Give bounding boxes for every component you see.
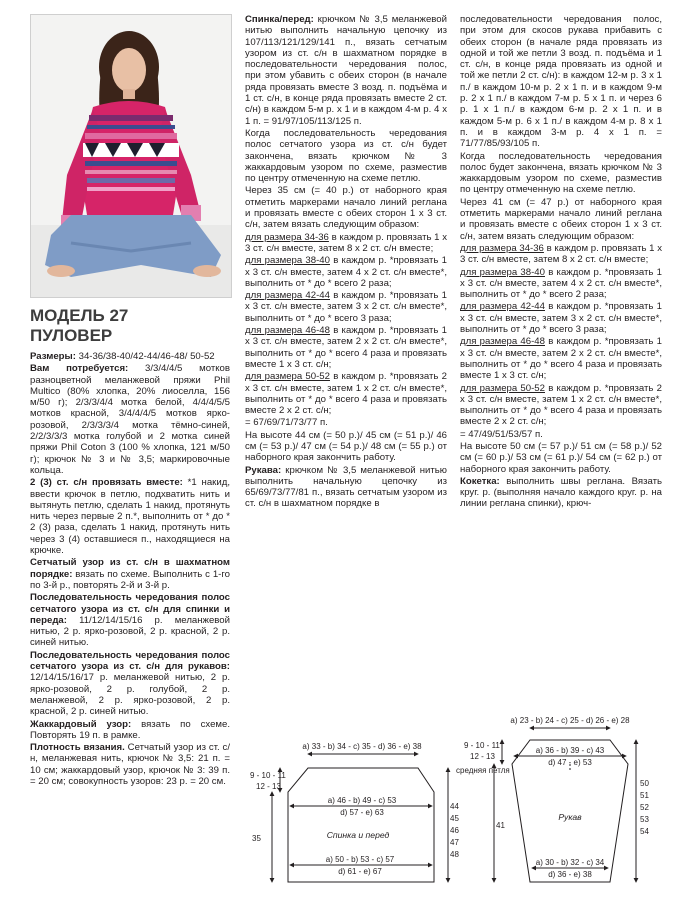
back-right-4: 48 — [450, 850, 459, 859]
column-1 — [30, 306, 230, 788]
sleeve-inner-top-a: a) 36 - b) 39 - c) 43 — [535, 746, 605, 755]
back-right-1: 45 — [450, 814, 459, 823]
gauge-paragraph: Плотность вязания. Сетчатый узор из ст. с/н, меланжевая нить, крючок № 3,5: 21 п. = 10 см; жаккардовый узор, крючок № 3: 39 п. = 20 см; совокупность узоров: 23 р. = 20 см. — [30, 742, 230, 787]
back-front-p2: Когда последовательность чередования полос сетчатого узора из ст. с/н будет закончена, вязать крючком № 3 жаккардовым узором по схеме, разместив по центру отмеченную на схеме петлю. — [245, 127, 447, 185]
size-instruction: для размера 34-36 в каждом р. провязать 1 х 3 ст. с/н вместе, затем 8 х 2 ст. с/н вместе; — [245, 231, 447, 254]
back-height-label: 35 — [252, 834, 261, 843]
column-2 — [245, 14, 447, 511]
model-photo-illustration — [31, 15, 231, 297]
sleeve-p2: Когда последовательность чередования полос будет закончена, вязать крючком № 3 жаккардовым узором по схеме, разместив по центру отмеченную на схеме петлю. — [460, 150, 662, 196]
size-instruction: для размера 38-40 в каждом р. *провязать 1 х 3 ст. с/н вместе, затем 4 х 2 ст. с/н вместе*, выполнить от * до * всего 2 раза; — [245, 255, 448, 289]
sleeve-inner-bottom-d: d) 36 - e) 38 — [548, 870, 592, 879]
size-instruction: для размера 46-48 в каждом р. *провязать 1 х 3 ст. с/н вместе, затем 2 х 2 ст. с/н вместе*, выполнить от * до * всего 4 раза и провязать вместе 1 х 3 ст. с/н; — [245, 325, 448, 370]
materials-paragraph: Вам потребуется: 3/3/4/4/5 мотков разноцветной меланжевой пряжи Phil Multico (80% хлопка, 20% лиоселла, 156 м/50 г); 2/3/3/4/4 мотка белой, 4/4/4/5/5 мотков красной, 3/4/4/4/5 мотков ярко-розовой, 2/3/3/3/4 мотка тёмно-синей, 2/2/3/3/3 мотка голубой и 2 мотка синей пряжи Phil Coton 3 (100 % хлопка, 121 м/50 г); крючок № 3 и № 3,5; маркировочные кольца. — [30, 363, 230, 476]
jacquard-paragraph: Жаккардовый узор: вязать по схеме. Повторять 19 п. в рамке. — [30, 718, 230, 741]
sleeve-p5: На высоте 50 см (= 57 р.)/ 51 см (= 58 р.)/ 52 см (= 60 р.)/ 53 см (= 61 р.)/ 54 см (= 62 р.) от наборного края закончить работу. — [460, 440, 662, 475]
sleeve-right-2: 52 — [640, 803, 649, 812]
sleeve-right-4: 54 — [640, 827, 649, 836]
sleeve-intro: Рукава: крючком № 3,5 меланжевой нитью выполнить начальную цепочку из 65/69/73/77/81 п., вязать сетчатым узором из ст. с/н в шахматном порядке в — [245, 464, 447, 510]
sleeve-side-label-2: 12 - 13 — [470, 752, 495, 761]
model-title: МОДЕЛЬ 27 — [30, 306, 129, 325]
size-instruction: для размера 42-44 в каждом р. *провязать 1 х 3 ст. с/н вместе, затем 3 х 2 ст. с/н вместе*, выполнить от * до * всего 3 раза; — [460, 301, 663, 336]
size-instruction: для размера 50-52 в каждом р. *провязать 2 х 3 ст. с/н вместе, затем 1 х 2 ст. с/н вместе*, выполнить от * до * всего 4 раза и провязать вместе 2 х 2 ст. с/н; — [245, 371, 448, 417]
sleeve-p3: Через 41 см (= 47 р.) от наборного края отметить маркерами начало линий реглана и провязать вместе с обеих сторон 1 х 3 ст. с/н, затем вязать следующим образом: — [460, 196, 662, 242]
sizes-paragraph: Размеры: 34-36/38-40/42-44/46-48/ 50-52 — [30, 351, 215, 362]
sleeve-mid-label: средняя петля — [456, 766, 510, 775]
size-instruction: для размера 50-52 в каждом р. *провязать 2 х 3 ст. с/н вместе, затем 1 х 2 ст. с/н вместе*, выполнить от * до * всего 4 раза и провязать вместе 2 х 2 ст. с/н; — [460, 382, 663, 428]
size-instruction: для размера 46-48 в каждом р. *провязать 1 х 3 ст. с/н вместе, затем 2 х 2 ст. с/н вместе*, выполнить от * до * всего 4 раза и провязать вместе 1 х 3 ст. с/н; — [460, 336, 663, 382]
sleeve-p4: = 47/49/51/53/57 п. — [460, 428, 543, 440]
sleeve-height-label: 41 — [496, 821, 505, 830]
back-side-label-1: 9 - 10 - 11 — [250, 771, 286, 780]
back-front-p3: Через 35 см (= 40 р.) от наборного края отметить маркерами начало линий реглана и провязать вместе с обеих сторон 1 х 3 ст. с/н, затем вязать следующим образом: — [245, 185, 447, 231]
back-right-0: 44 — [450, 802, 459, 811]
sleeve-side-label-1: 9 - 10 - 11 — [464, 741, 500, 750]
back-inner-top-a: a) 46 - b) 49 - c) 53 — [327, 796, 397, 805]
stripes-sleeve-paragraph: Последовательность чередования полос сетчатого узора из ст. с/н для рукавов: 12/14/15/16/17 р. меланжевой нитью, 2 р. ярко-розовой, 2 р. голубой, 2 р. меланжевой, 2 р. ярко-розовой, 2 р. красной, 2 р. синей нитью. — [30, 649, 230, 718]
mesh-pattern-paragraph: Сетчатый узор из ст. с/н в шахматном порядке: вязать по схеме. Выполнить с 1-го по 3-й р., повторять 2-й и 3-й р. — [30, 557, 230, 591]
sleeve-inner-bottom-a: a) 30 - b) 32 - c) 34 — [535, 858, 605, 867]
back-front-intro: Спинка/перед: крючком № 3,5 меланжевой нитью выполнить начальную цепочку из 107/113/121/129/141 п., вязать сетчатым узором из ст. с/н в шахматном порядке в последовательности чередования полос, при этом убавить с обеих сторон (в начале ряда провязать вместе 3 возд. п. подъёма и 1 ст. с/н, в конце ряда провязать вместе 2 ст. с/н) в каждом 5-м р. х 1 и в каждом 4-м р. 4 х 1 п. = 91/97/105/113/125 п. — [245, 14, 447, 127]
sleeve-right-0: 50 — [640, 779, 649, 788]
stitch-def-paragraph: 2 (3) ст. с/н провязать вместе: *1 накид, ввести крючок в петлю, подхватить нить и вытянуть петлю, сделать 1 накид, протянуть нить через первые 2 п.*, выполнить от * до * 2 (3) раза, сделать 1 накид, протянуть нить через 3 (4) оставшиеся п., находящиеся на крючке. — [30, 477, 230, 557]
back-piece-name: Спинка и перед — [326, 830, 390, 840]
sleeve-inner-top-d: d) 47 - e) 53 — [548, 758, 592, 767]
size-instruction: для размера 38-40 в каждом р. *провязать 1 х 3 ст. с/н вместе, затем 4 х 2 ст. с/н вместе*, выполнить от * до * всего 2 раза; — [460, 266, 663, 301]
size-instruction: для размера 42-44 в каждом р. *провязать 1 х 3 ст. с/н вместе, затем 3 х 2 ст. с/н вместе*, выполнить от * до * всего 3 раза; — [245, 290, 448, 324]
size-instruction: для размера 34-36 в каждом р. провязать 1 х 3 ст. с/н вместе, затем 8 х 2 ст. с/н вместе; — [460, 242, 662, 266]
back-side-label-2: 12 - 13 — [256, 782, 281, 791]
back-front-p4: = 67/69/71/73/77 п. — [245, 417, 328, 429]
schematic-svg — [250, 710, 670, 900]
back-inner-top-d: d) 57 - e) 63 — [340, 808, 384, 817]
sleeve-top-label: a) 23 - b) 24 - c) 25 - d) 26 - e) 28 — [510, 716, 630, 725]
model-photo — [30, 14, 232, 298]
model-subtitle: ПУЛОВЕР — [30, 326, 113, 345]
sleeve-piece-name: Рукав — [558, 812, 582, 822]
sleeve-right-1: 51 — [640, 791, 649, 800]
yoke-paragraph: Кокетка: выполнить швы реглана. Вязать круг. р. (выполняя начало каждого круг. р. на линии реглана спинки), крюч- — [460, 475, 662, 510]
sleeve-p1: последовательности чередования полос, при этом для скосов рукава прибавить с обеих сторон (в начале ряда провязать из одной и той же петли 3 возд. п. подъёма и 1 ст. с/н, в конце ряда провязать из одной и той же петли 2 ст. с/н): в каждом 12-м р. 3 х 1 п./ в каждом 10-м р. 2 х 1 п. и в каждом 9-м р. 2 х 1 п./ в каждом 7-м р. 5 х 1 п. и через 6 р. 1 х 1 п./ в каждом 6-м р. 2 х 1 п. и в каждом 5-м р. 6 х 1 п./ в каждом 4-м р. 8 х 1 п. и в каждом 3-м р. 4 х 1 п. = 71/77/85/93/105 п. — [460, 14, 662, 150]
back-inner-bottom-d: d) 61 - e) 67 — [338, 867, 382, 876]
stripes-body-paragraph: Последовательность чередования полос сетчатого узора из ст. с/н для спинки и переда: 11/12/14/15/16 р. меланжевой нитью, 2 р. ярко-розовой, 2 р. красной, 2 р. синей нитью. — [30, 592, 230, 649]
pattern-schematics — [250, 710, 670, 900]
back-front-p5: На высоте 44 см (= 50 р.)/ 45 см (= 51 р.)/ 46 см (= 53 р.)/ 47 см (= 54 р.)/ 48 см (= 55 р.) от наборного края закончить работу. — [245, 429, 447, 464]
back-inner-bottom-a: a) 50 - b) 53 - c) 57 — [325, 855, 395, 864]
back-right-2: 46 — [450, 826, 459, 835]
sleeve-right-3: 53 — [640, 815, 649, 824]
back-top-label: a) 33 - b) 34 - c) 35 - d) 36 - e) 38 — [302, 742, 422, 751]
back-right-3: 47 — [450, 838, 459, 847]
column-3 — [460, 14, 662, 511]
